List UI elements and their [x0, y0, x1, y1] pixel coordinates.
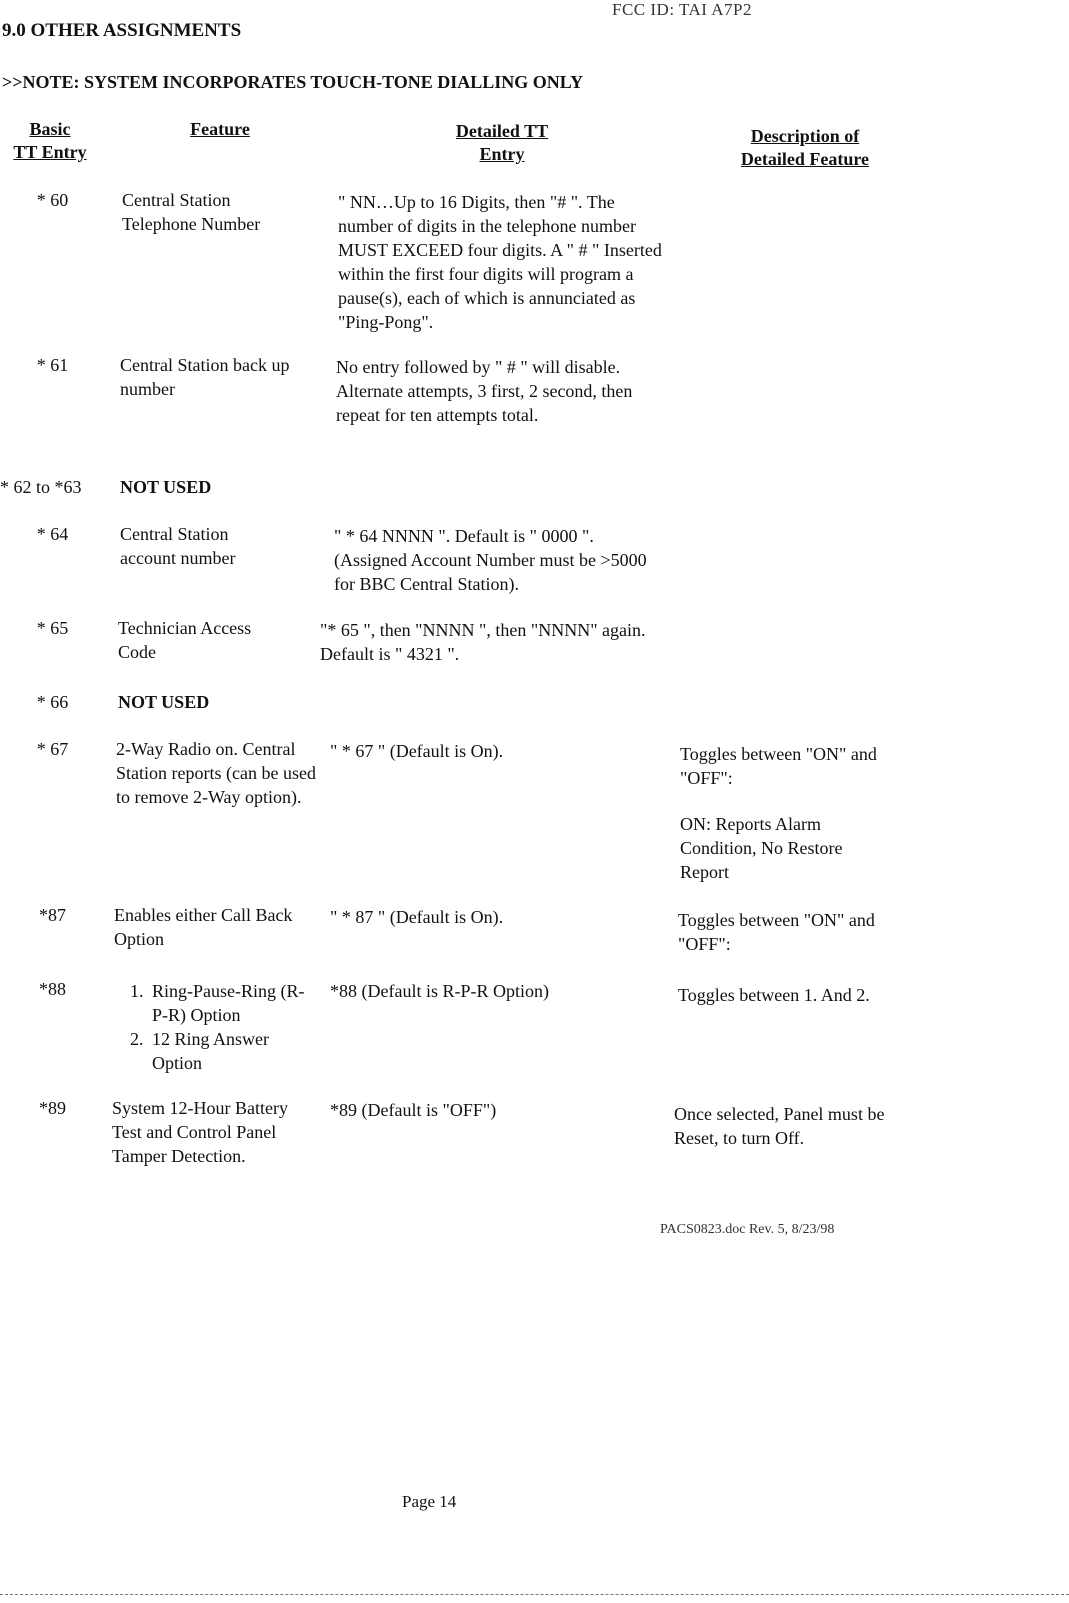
row-67-feature: 2-Way Radio on. Central Station reports (can be used to remove 2-Way option).	[116, 739, 316, 807]
row-88-detail: *88 (Default is R-P-R Option)	[330, 981, 549, 1001]
row-87-feature: Enables either Call Back Option	[114, 905, 293, 949]
row-61-feature: Central Station back up number	[120, 355, 290, 399]
row-88-option-2-text: 12 Ring Answer Option	[152, 1029, 269, 1073]
row-87-description: Toggles between "ON" and "OFF":	[678, 910, 875, 954]
column-header-description	[700, 125, 910, 171]
row-88-option-list	[112, 979, 312, 1075]
row-89-detail: *89 (Default is "OFF")	[330, 1100, 497, 1120]
column-header-basic-line1: Basic	[29, 119, 71, 139]
column-header-detailed-tt-entry	[412, 120, 592, 166]
column-header-description-line1: Description of	[750, 126, 860, 146]
fcc-id: FCC ID: TAI A7P2	[612, 0, 752, 19]
document-reference: PACS0823.doc Rev. 5, 8/23/98	[660, 1222, 835, 1237]
column-header-basic-line2: TT Entry	[13, 142, 87, 162]
row-60-code: * 60	[36, 190, 69, 210]
row-88-option-2	[148, 1027, 312, 1075]
row-65-feature: Technician Access Code	[118, 618, 252, 662]
section-title: 9.0 OTHER ASSIGNMENTS	[2, 20, 242, 41]
row-61-code: * 61	[36, 355, 69, 375]
row-62-63-code: * 62 to *63	[0, 477, 82, 497]
column-header-description-line2: Detailed Feature	[740, 149, 870, 169]
row-88-feature	[112, 979, 312, 1075]
column-header-detailed-line2: Entry	[479, 144, 525, 164]
row-66-feature: NOT USED	[118, 692, 210, 712]
row-64-detail: " * 64 NNNN ". Default is " 0000 ". (Assigned Account Number must be >5000 for BBC Central Station).	[334, 526, 647, 594]
row-66-code: * 66	[36, 692, 69, 712]
dialling-note: >>NOTE: SYSTEM INCORPORATES TOUCH-TONE DIALLING ONLY	[2, 72, 584, 92]
row-87-detail: " * 87 " (Default is On).	[330, 907, 504, 927]
row-67-description-on: ON: Reports Alarm Condition, No Restore Report	[680, 814, 843, 882]
row-60-feature: Central Station Telephone Number	[122, 190, 261, 234]
row-89-code: *89	[39, 1098, 66, 1118]
row-61-detail: No entry followed by " # " will disable. Alternate attempts, 3 first, 2 second, then repeat for ten attempts total.	[336, 357, 633, 425]
row-88-option-1-text: Ring-Pause-Ring (R-P-R) Option	[152, 981, 305, 1025]
row-89-feature: System 12-Hour Battery Test and Control Panel Tamper Detection.	[112, 1098, 288, 1166]
row-88-code: *88	[39, 979, 66, 999]
column-header-detailed-line1: Detailed TT	[455, 121, 549, 141]
page-number: Page 14	[402, 1492, 457, 1511]
row-88-option-1	[148, 979, 312, 1027]
column-header-basic-tt-entry	[2, 118, 98, 164]
row-64-code: * 64	[36, 524, 69, 544]
row-60-detail: " NN…Up to 16 Digits, then "# ". The number of digits in the telephone number MUST EXCEED four digits. A " # " Inserted within the first four digits will program a pause(s), each of which is annunciated as "Ping-Pong".	[338, 192, 662, 332]
row-87-code: *87	[39, 905, 66, 925]
column-header-feature: Feature	[190, 119, 250, 139]
row-65-detail: "* 65 ", then "NNNN ", then "NNNN" again. Default is " 4321 ".	[320, 620, 646, 664]
row-67-detail: " * 67 " (Default is On).	[330, 741, 504, 761]
bottom-scan-line	[0, 1594, 1069, 1595]
row-64-feature: Central Station account number	[120, 524, 236, 568]
row-65-code: * 65	[36, 618, 69, 638]
row-67-description: Toggles between "ON" and "OFF":	[680, 744, 877, 788]
row-67-code: * 67	[36, 739, 69, 759]
row-89-description: Once selected, Panel must be Reset, to turn Off.	[674, 1104, 885, 1148]
row-62-63-feature: NOT USED	[120, 477, 212, 497]
row-88-description: Toggles between 1. And 2.	[678, 985, 870, 1005]
